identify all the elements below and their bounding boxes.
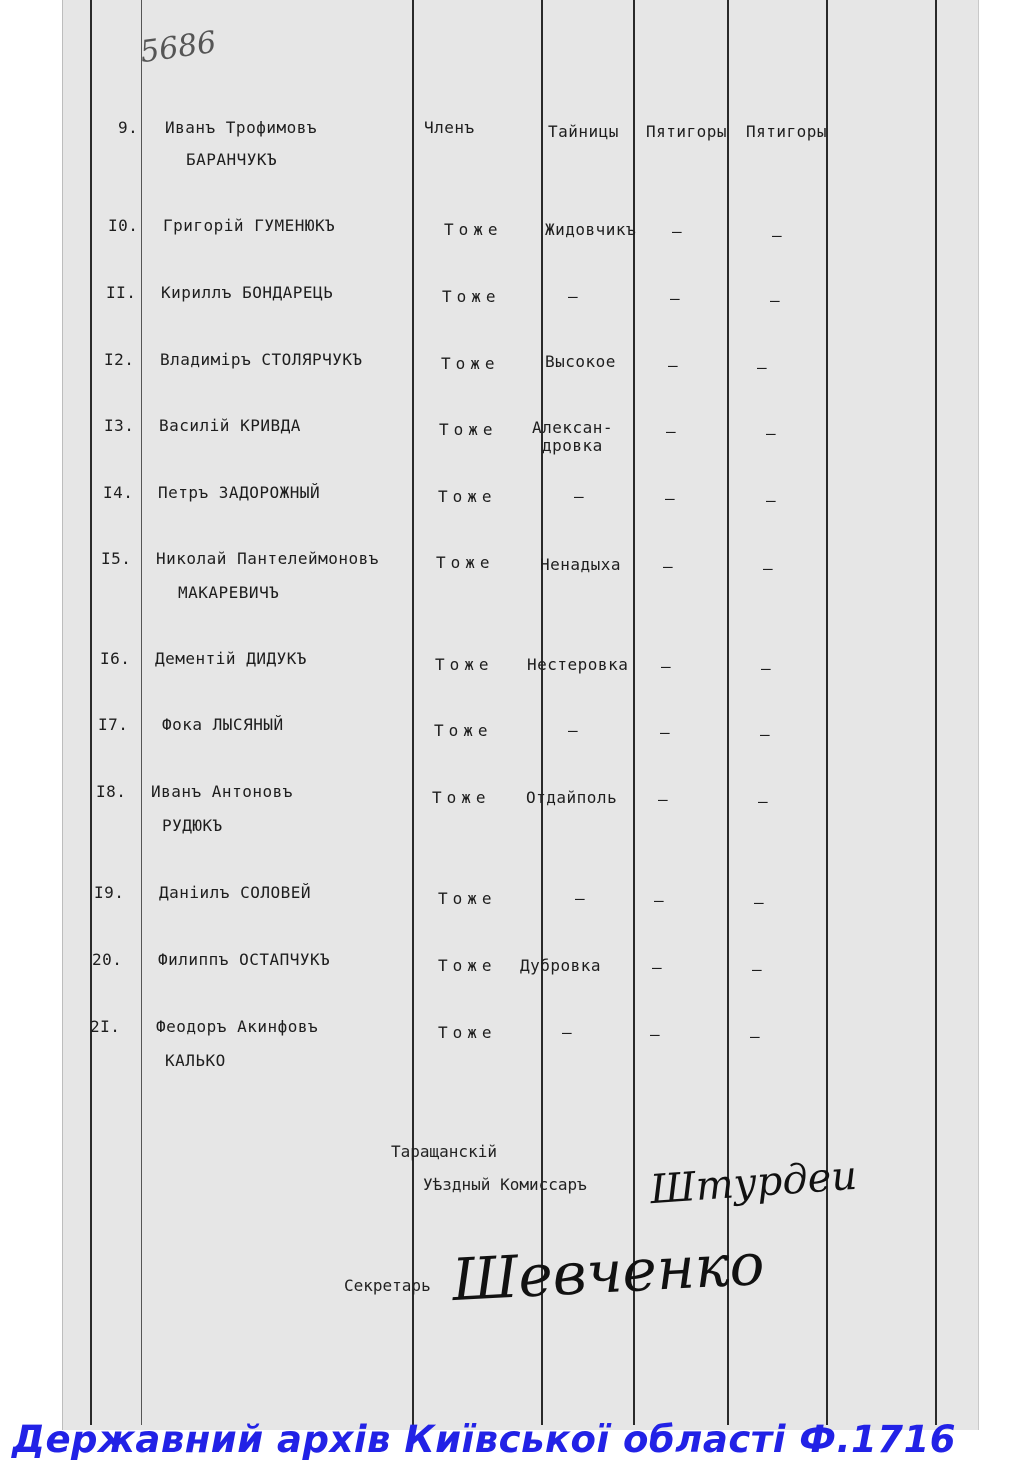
row-number: I3. (104, 416, 135, 435)
row-number: I9. (94, 883, 125, 902)
person-surname: МАКАРЕВИЧЪ (178, 583, 280, 602)
village: – (562, 1023, 573, 1042)
volost: – (668, 356, 679, 375)
district: – (766, 424, 777, 443)
position: Тоже (438, 487, 497, 506)
person-surname: БАРАНЧУКЪ (186, 150, 278, 169)
district: – (772, 226, 783, 245)
position: Тоже (434, 721, 493, 740)
position: Тоже (436, 553, 495, 572)
position: Членъ (424, 118, 475, 137)
commissar-signature: Штурдеи (648, 1152, 859, 1214)
person-name: Фока ЛЫСЯНЫЙ (162, 715, 284, 734)
village: – (568, 721, 579, 740)
row-number: I8. (96, 782, 127, 801)
position: Тоже (435, 655, 494, 674)
row-number: II. (106, 283, 137, 302)
volost: Пятигоры (646, 122, 728, 141)
village: Дубровка (520, 956, 602, 975)
column-rule (826, 0, 828, 1425)
row-number: I7. (98, 715, 129, 734)
person-name: Григорій ГУМЕНЮКЪ (163, 216, 336, 235)
district: – (754, 893, 765, 912)
row-number: 9. (118, 118, 139, 137)
column-rule (541, 0, 543, 1425)
position: Тоже (438, 889, 497, 908)
district: – (761, 659, 772, 678)
archive-caption: Державний архів Київської області Ф.1716 (12, 1418, 957, 1461)
village: Нестеровка (527, 655, 629, 674)
village: – (568, 287, 579, 306)
volost: – (652, 958, 663, 977)
village: Ненадыха (540, 555, 622, 574)
district: – (760, 725, 771, 744)
secretary-label: Секретарь (344, 1276, 431, 1295)
person-name: Кириллъ БОНДАРЕЦЬ (161, 283, 334, 302)
commissar-title-line1: Таращанскій (391, 1142, 497, 1161)
person-surname: РУДЮКЪ (162, 816, 223, 835)
volost: – (661, 657, 672, 676)
person-name: Дементій ДИДУКЪ (155, 649, 307, 668)
volost: – (665, 489, 676, 508)
column-rule (633, 0, 635, 1425)
district: – (766, 491, 777, 510)
person-surname: КАЛЬКО (165, 1051, 226, 1070)
position: Тоже (439, 420, 498, 439)
position: Тоже (438, 1023, 497, 1042)
person-name: Филиппъ ОСТАПЧУКЪ (158, 950, 331, 969)
row-number: 20. (92, 950, 123, 969)
column-rule (141, 0, 142, 1425)
person-name: Иванъ Антоновъ (151, 782, 293, 801)
person-name: Василій КРИВДА (159, 416, 301, 435)
person-name: Петръ ЗАДОРОЖНЫЙ (158, 483, 321, 502)
row-number: I5. (101, 549, 132, 568)
district: – (758, 792, 769, 811)
column-rule (90, 0, 92, 1425)
volost: – (670, 289, 681, 308)
column-rule (727, 0, 729, 1425)
village: Тайницы (548, 122, 619, 141)
volost: – (660, 723, 671, 742)
person-name: Николай Пантелеймоновъ (156, 549, 379, 568)
volost: – (658, 790, 669, 809)
position: Тоже (444, 220, 503, 239)
person-name: Даніилъ СОЛОВЕЙ (159, 883, 311, 902)
archive-page-number: 5686 (137, 24, 219, 71)
row-number: I2. (104, 350, 135, 369)
column-rule (412, 0, 414, 1425)
village: – (575, 889, 586, 908)
position: Тоже (442, 287, 501, 306)
district: – (757, 358, 768, 377)
position: Тоже (438, 956, 497, 975)
volost: – (666, 422, 677, 441)
district: – (752, 960, 763, 979)
person-name: Феодоръ Акинфовъ (156, 1017, 319, 1036)
village: Алексан- (532, 418, 614, 437)
district: Пятигоры (746, 122, 828, 141)
village: – (574, 487, 585, 506)
row-number: I4. (103, 483, 134, 502)
village: Жидовчикъ (545, 220, 637, 239)
district: – (763, 559, 774, 578)
column-rule (935, 0, 937, 1425)
volost: – (672, 222, 683, 241)
district: – (750, 1027, 761, 1046)
person-name: Иванъ Трофимовъ (165, 118, 317, 137)
district: – (770, 291, 781, 310)
commissar-title-line2: Уѣздный Комиссаръ (423, 1175, 587, 1194)
village: Высокое (545, 352, 616, 371)
position: Тоже (432, 788, 491, 807)
volost: – (650, 1025, 661, 1044)
volost: – (654, 891, 665, 910)
secretary-signature: Шевченко (450, 1229, 767, 1315)
volost: – (663, 557, 674, 576)
row-number: I0. (108, 216, 139, 235)
position: Тоже (441, 354, 500, 373)
row-number: 2I. (90, 1017, 121, 1036)
person-name: Владиміръ СТОЛЯРЧУКЪ (160, 350, 363, 369)
row-number: I6. (100, 649, 131, 668)
village: Отдайполь (526, 788, 618, 807)
village-continued: дровка (542, 436, 603, 455)
